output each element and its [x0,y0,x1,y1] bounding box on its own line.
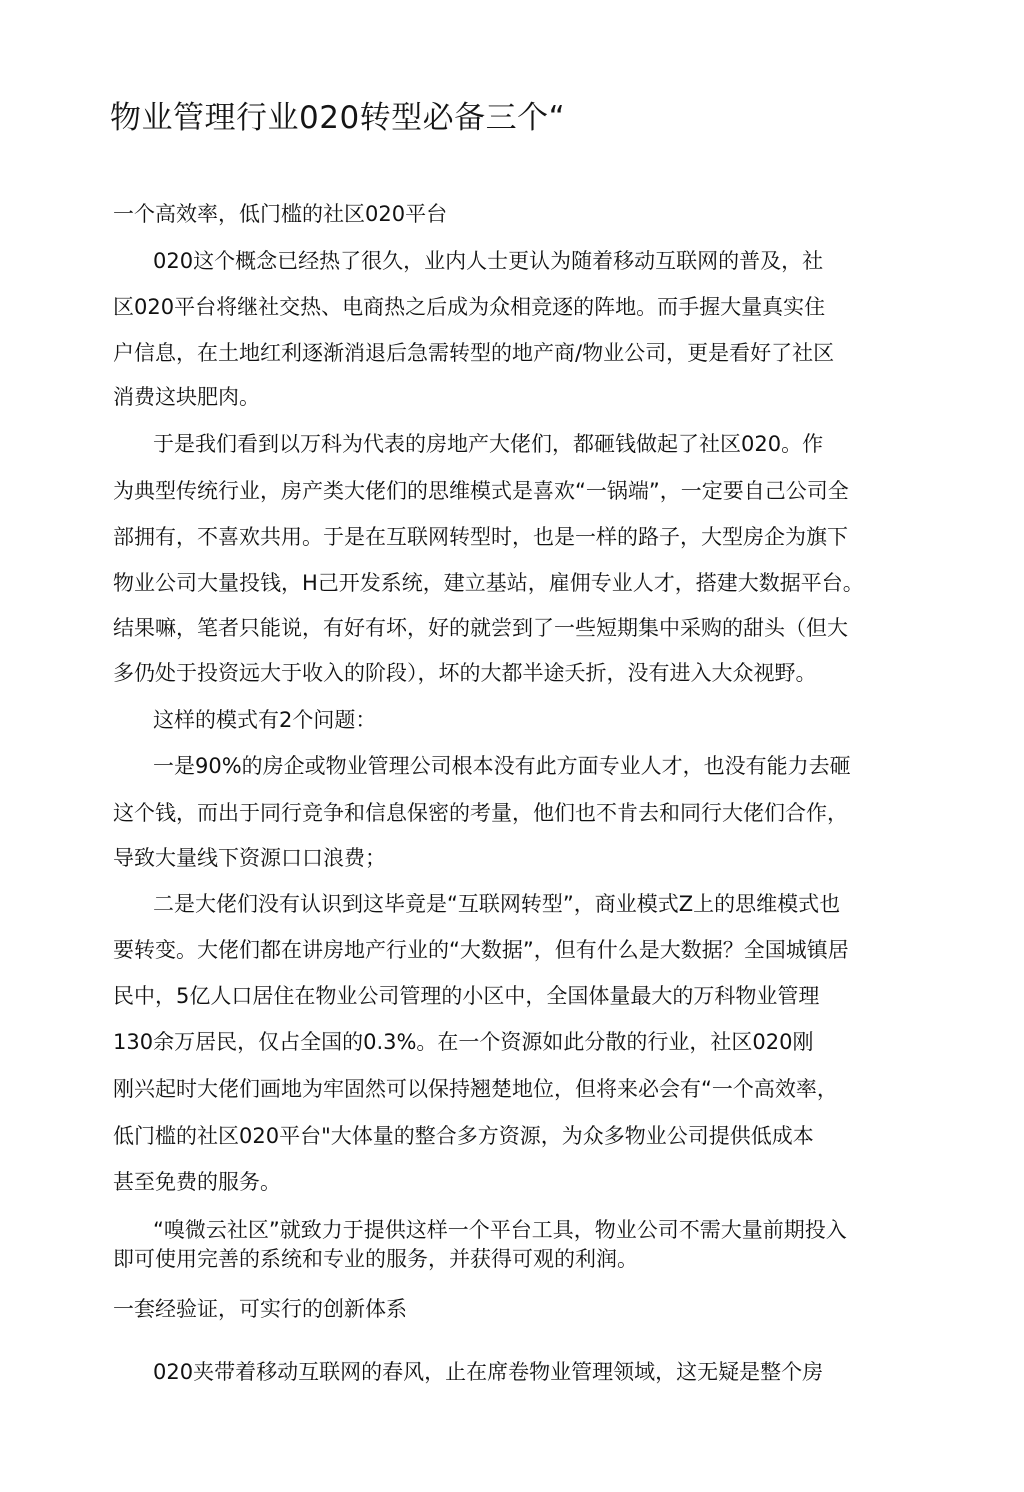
paragraph-line: 结果嘛，笔者只能说，有好有坏，好的就尝到了一些短期集中采购的甜头（但大 [113,616,848,640]
paragraph-line: 导致大量线下资源口口浪费； [113,846,386,870]
paragraph-line: 甚至免费的服务。 [113,1170,281,1194]
paragraph-line: 020这个概念已经热了很久，业内人士更认为随着移动互联网的普及，社 [153,249,824,273]
paragraph-line: 户信息，在土地红利逐渐消退后急需转型的地产商/物业公司，更是看好了社区 [113,341,835,365]
paragraph-line: 消费这块肥肉。 [113,385,260,409]
paragraph-line: 020夹带着移动互联网的春风，止在席卷物业管理领域，这无疑是整个房 [153,1360,824,1384]
paragraph-line: 130余万居民，仅占全国的0.3%。在一个资源如此分散的行业，社区020刚 [113,1030,814,1054]
paragraph-line: “嗅微云社区”就致力于提供这样一个平台工具，物业公司不需大量前期投入 [153,1218,847,1242]
paragraph-line: 于是我们看到以万科为代表的房地产大佬们，都砸钱做起了社区020。作 [153,432,824,456]
section-heading: 一套经验证，可实行的创新体系 [113,1297,407,1321]
paragraph-line: 民中，5亿人口居住在物业公司管理的小区中，全国体量最大的万科物业管理 [113,984,820,1008]
paragraph-line: 区020平台将继社交热、电商热之后成为众相竞逐的阵地。而手握大量真实住 [113,295,826,319]
section-heading: 一个高效率，低门槛的社区020平台 [113,202,448,226]
paragraph-line: 物业公司大量投钱，H己开发系统，建立基站，雇佣专业人才，搭建大数据平台。 [113,571,864,595]
paragraph-line: 为典型传统行业，房产类大佬们的思维模式是喜欢“一锅端”，一定要自己公司全 [113,479,849,503]
paragraph-line: 多仍处于投资远大于收入的阶段），坏的大都半途夭折，没有进入大众视野。 [113,661,817,685]
paragraph-line: 低门槛的社区020平台"大体量的整合多方资源，为众多物业公司提供低成本 [113,1124,814,1148]
paragraph-line: 这样的模式有2个问题： [153,708,377,732]
paragraph-line: 二是大佬们没有认识到这毕竟是“互联网转型”，商业模式Z上的思维模式也 [153,892,841,916]
paragraph-line: 刚兴起时大佬们画地为牢固然可以保持翘楚地位，但将来必会有“一个高效率， [113,1077,838,1101]
paragraph-line: 这个钱，而出于同行竞争和信息保密的考量，他们也不肯去和同行大佬们合作， [113,801,848,825]
paragraph-line: 一是90%的房企或物业管理公司根本没有此方面专业人才，也没有能力去砸 [153,754,851,778]
paragraph-line: 即可使用完善的系统和专业的服务，并获得可观的利润。 [113,1247,638,1271]
document-title: 物业管理行业020转型必备三个“ [110,100,566,136]
paragraph-line: 部拥有，不喜欢共用。于是在互联网转型时，也是一样的路子，大型房企为旗下 [113,525,848,549]
paragraph-line: 要转变。大佬们都在讲房地产行业的“大数据”，但有什么是大数据？全国城镇居 [113,938,849,962]
